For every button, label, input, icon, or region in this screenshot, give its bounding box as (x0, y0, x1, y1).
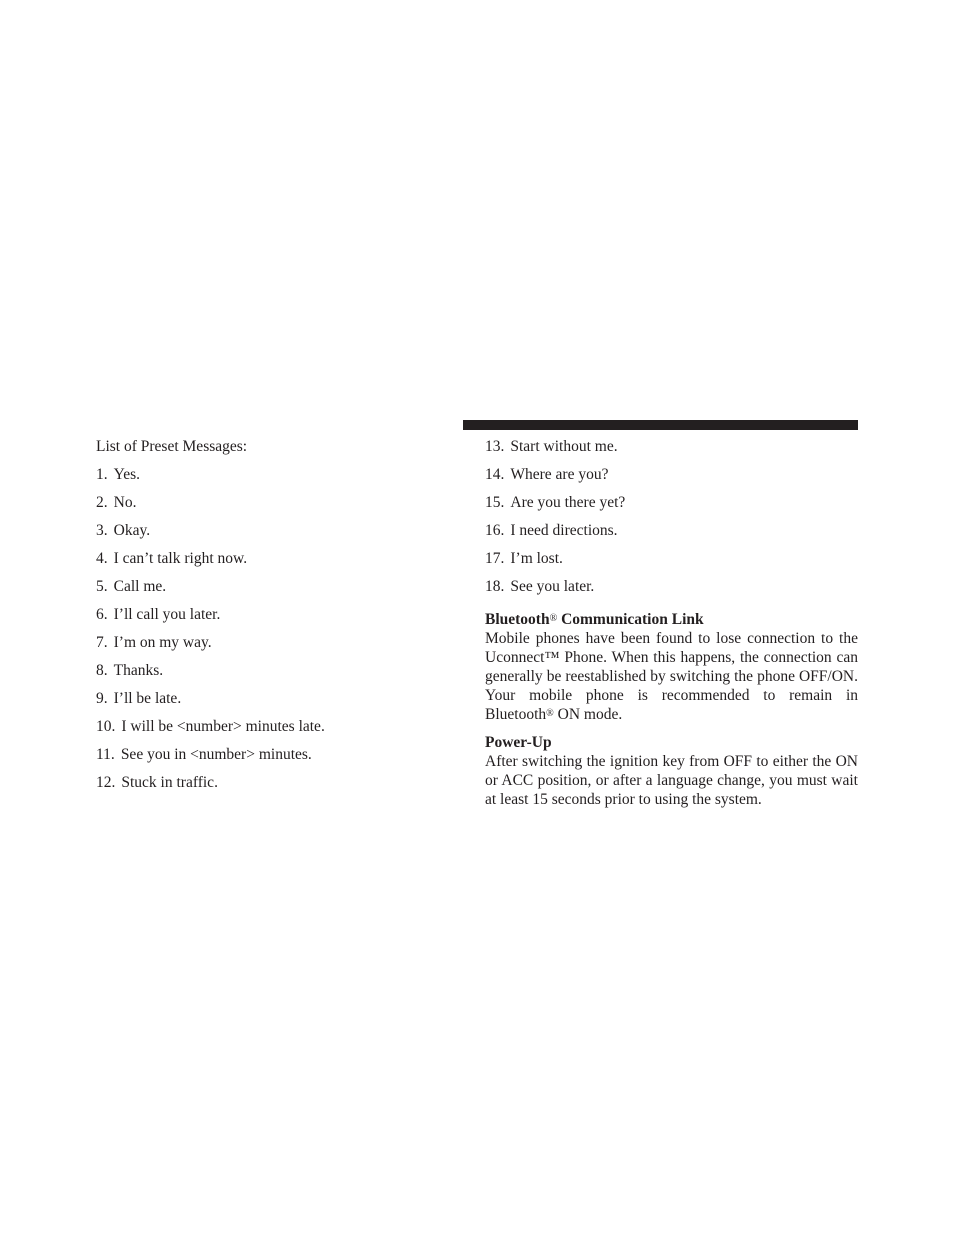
registered-mark: ® (549, 613, 558, 624)
powerup-heading: Power-Up (485, 734, 552, 751)
item-number: 1. (96, 466, 108, 483)
list-intro: List of Preset Messages: (96, 438, 248, 455)
item-text: I’m lost. (510, 550, 563, 567)
item-number: 7. (96, 634, 108, 651)
item-text: Start without me. (510, 438, 618, 455)
item-number: 9. (96, 690, 108, 707)
item-number: 12. (96, 774, 116, 791)
registered-mark: ® (546, 708, 554, 719)
list-item (485, 493, 858, 521)
item-text: I can’t talk right now. (113, 550, 248, 567)
item-text: Okay. (113, 522, 151, 539)
list-item (96, 745, 436, 773)
item-number: 5. (96, 578, 108, 595)
bluetooth-heading-start: Bluetooth (485, 611, 550, 628)
section-rule (463, 420, 858, 430)
list-item (96, 661, 436, 689)
bluetooth-body-start: Mobile phones have been found to lose connection to the Uconnect™ Phone. When this happens, the connection can generally be reestablished by switching the phone OFF/ON. Your mobile phone is recommended to remain in Bluetooth (485, 630, 858, 723)
list-item (96, 605, 436, 633)
item-number: 16. (485, 522, 505, 539)
bluetooth-paragraph (485, 629, 858, 724)
list-item (485, 549, 858, 577)
item-text: I’ll be late. (113, 690, 182, 707)
item-number: 11. (96, 746, 115, 763)
item-text: I will be <number> minutes late. (121, 718, 325, 735)
item-number: 17. (485, 550, 505, 567)
item-text: Are you there yet? (510, 494, 626, 511)
item-text: Yes. (113, 466, 141, 483)
list-item (96, 493, 436, 521)
bluetooth-heading-end: Communication Link (557, 611, 704, 628)
item-number: 14. (485, 466, 505, 483)
item-text: Thanks. (113, 662, 164, 679)
list-item (96, 689, 436, 717)
item-text: I’ll call you later. (113, 606, 221, 623)
item-number: 6. (96, 606, 108, 623)
item-number: 3. (96, 522, 108, 539)
list-item (96, 577, 436, 605)
item-text: Call me. (113, 578, 167, 595)
list-item (485, 465, 858, 493)
right-column (485, 437, 858, 809)
list-item (96, 521, 436, 549)
left-column (96, 437, 436, 801)
item-text: I’m on my way. (113, 634, 212, 651)
bluetooth-heading (485, 610, 858, 629)
item-number: 4. (96, 550, 108, 567)
list-item (96, 465, 436, 493)
list-item (96, 717, 436, 745)
item-number: 8. (96, 662, 108, 679)
item-text: See you later. (510, 578, 595, 595)
item-number: 13. (485, 438, 505, 455)
item-text: No. (113, 494, 137, 511)
item-number: 18. (485, 578, 505, 595)
item-text: I need directions. (510, 522, 618, 539)
powerup-paragraph: After switching the ignition key from OFF to either the ON or ACC position, or after a language change, you must wait at least 15 seconds prior to using the system. (485, 753, 858, 808)
item-text: See you in <number> minutes. (120, 746, 312, 763)
item-text: Stuck in traffic. (121, 774, 218, 791)
list-item (96, 773, 436, 801)
bluetooth-body-end: ON mode. (553, 706, 623, 723)
list-item (485, 521, 858, 549)
list-item (96, 633, 436, 661)
list-item (485, 577, 858, 605)
item-number: 10. (96, 718, 116, 735)
item-text: Where are you? (510, 466, 609, 483)
item-number: 2. (96, 494, 108, 511)
list-item (96, 549, 436, 577)
list-item (485, 437, 858, 465)
item-number: 15. (485, 494, 505, 511)
